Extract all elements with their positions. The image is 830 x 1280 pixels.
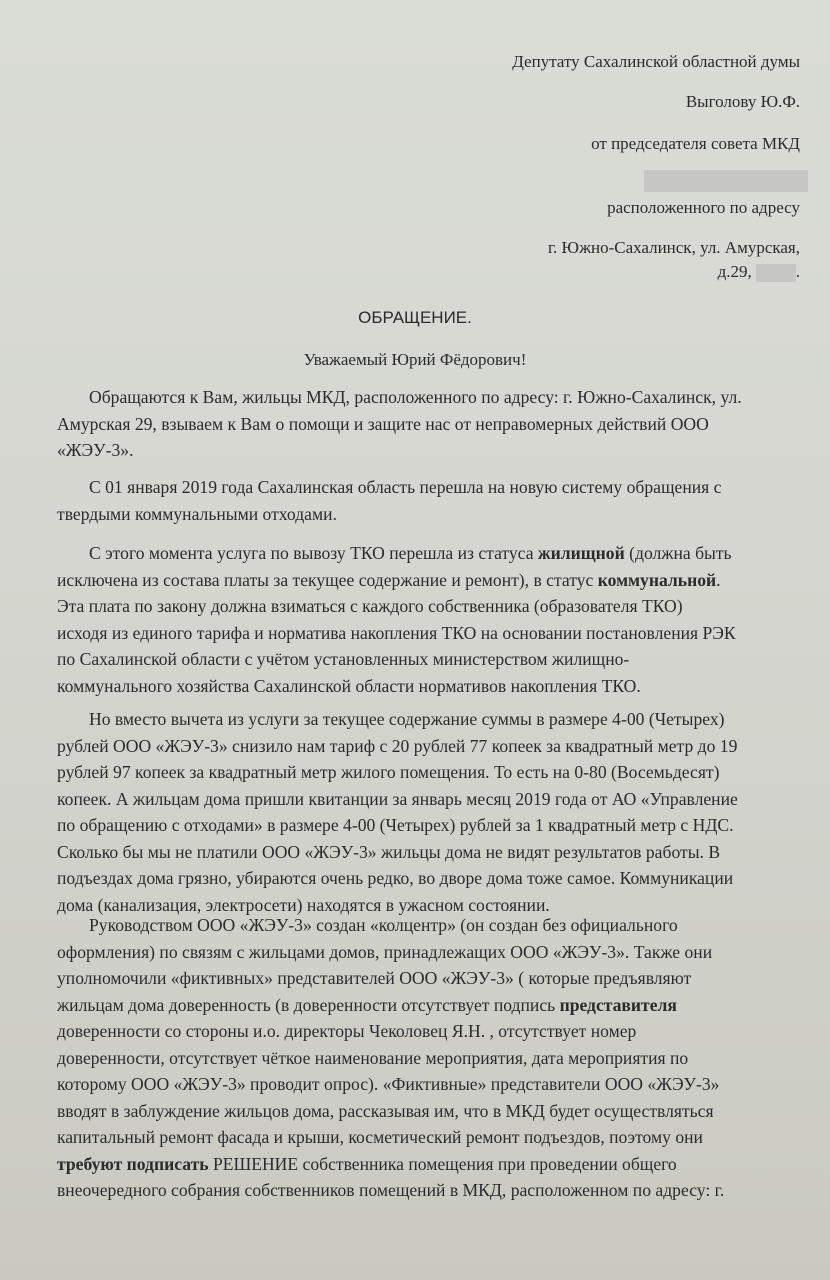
text-line: Эта плата по закону должна взиматься с каждого собственника (образователя ТКО): [57, 596, 683, 616]
text-run: исключена из состава платы за текущее содержание и ремонт), в статус: [57, 569, 598, 590]
text-line: Амурская 29, взываем к Вам о помощи и защите нас от неправомерных действий ООО: [57, 413, 709, 434]
text-line: уполномочили «фиктивных» представителей ООО «ЖЭУ-3» ( которые предъявляют: [57, 968, 692, 988]
text-line: [57, 567, 797, 594]
text-line: Руководством ООО «ЖЭУ-3» создан «колцентр» (он создан без официального: [89, 915, 678, 935]
text-line: твердыми коммунальными отходами.: [57, 503, 337, 524]
bold-text: требуют подписать: [57, 1153, 209, 1174]
redacted-apartment: [756, 264, 796, 282]
text-line: доверенности со стороны и.о. директоры Чеколовец Я.Н. , отсутствует номер: [57, 1021, 637, 1041]
text-line: Сколько бы мы не платили ООО «ЖЭУ-3» жильцы дома не видят результатов работы. В: [57, 841, 721, 862]
text-line: коммунального хозяйства Сахалинской области нормативов накопления ТКО.: [57, 675, 641, 696]
document-title: ОБРАЩЕНИЕ.: [358, 308, 472, 327]
text-line: внеочередного собрания собственников помещений в МКД, расположенном по адресу: г.: [57, 1180, 725, 1200]
address-end: .: [795, 262, 800, 281]
text-line: которому ООО «ЖЭУ-3» проводит опрос). «Фиктивные» представители ООО «ЖЭУ-3»: [57, 1074, 720, 1094]
text-line: подъездах дома грязно, убираются очень редко, во дворе дома тоже самое. Коммуникации: [57, 868, 734, 888]
text-line: [57, 992, 797, 1019]
paragraph-4: [57, 706, 797, 918]
recipient-line-2: Выголову Ю.Ф.: [685, 92, 800, 111]
paragraph-2: [57, 474, 797, 527]
text-line: оформления) по связям с жильцами домов, принадлежащих ООО «ЖЭУ-3». Также они: [57, 941, 713, 962]
text-line: [57, 540, 797, 567]
text-line: С 01 января 2019 года Сахалинская область перешла на новую систему обращения с: [89, 477, 722, 497]
text-line: по обращению с отходами» в размере 4-00 (Четырех) рублей за 1 квадратный метр с НДС.: [57, 815, 734, 835]
paragraph-5: [57, 912, 797, 1204]
text-line: «ЖЭУ-3».: [57, 440, 134, 460]
text-run: РЕШЕНИЕ собственника помещения при проведении общего: [208, 1153, 677, 1174]
text-line: капитальный ремонт фасада и крыши, косметический ремонт подъездов, поэтому они: [57, 1127, 703, 1147]
text-line: по Сахалинской области с учётом установленных министерством жилищно-: [57, 649, 630, 669]
text-line: рублей 97 копеек за квадратный метр жилого помещения. То есть на 0-80 (Восемьдесят): [57, 762, 720, 782]
text-line: копеек. А жильцам дома пришли квитанции за январь месяц 2019 года от АО «Управление: [57, 788, 738, 809]
redacted-name: [644, 170, 808, 192]
recipient-line-1: Депутату Сахалинской областной думы: [512, 52, 800, 71]
paragraph-3: [57, 540, 797, 699]
sender-line: от председателя совета МКД: [591, 134, 800, 153]
text-run: (должна быть: [624, 543, 732, 563]
bold-text: представителя: [559, 994, 677, 1015]
text-line: [57, 1151, 797, 1178]
text-run: С этого момента услуга по вывозу ТКО перешла из статуса: [89, 543, 538, 563]
address-house: д.29,: [717, 262, 752, 281]
text-line: Но вместо вычета из услуги за текущее содержание суммы в размере 4-00 (Четырех): [89, 709, 725, 729]
address-line-1: г. Южно-Сахалинск, ул. Амурская,: [547, 238, 800, 257]
text-line: доверенности, отсутствует чёткое наименование мероприятия, дата мероприятия по: [57, 1047, 689, 1068]
text-line: рублей ООО «ЖЭУ-3» снизило нам тариф с 20 рублей 77 копеек за квадратный метр до 19: [57, 735, 738, 756]
salutation: Уважаемый Юрий Фёдорович!: [303, 350, 527, 369]
address-line-2: [718, 262, 800, 282]
bold-text: коммунальной: [597, 569, 717, 590]
text-run: .: [716, 569, 721, 590]
paragraph-1: [57, 384, 797, 464]
text-line: дома (канализация, электросети) находятся в ужасном состоянии.: [57, 894, 550, 915]
text-line: Обращаются к Вам, жильцы МКД, расположенного по адресу: г. Южно-Сахалинск, ул.: [89, 387, 742, 407]
bold-text: жилищной: [537, 543, 625, 563]
text-line: вводят в заблуждение жильцов дома, рассказывая им, что в МКД будет осуществляться: [57, 1100, 714, 1121]
address-label: расположенного по адресу: [607, 198, 800, 217]
text-run: жильцам дома доверенность (в доверенности отсутствует подпись: [57, 994, 560, 1015]
text-line: исходя из единого тарифа и норматива накопления ТКО на основании постановления РЭК: [57, 622, 736, 643]
